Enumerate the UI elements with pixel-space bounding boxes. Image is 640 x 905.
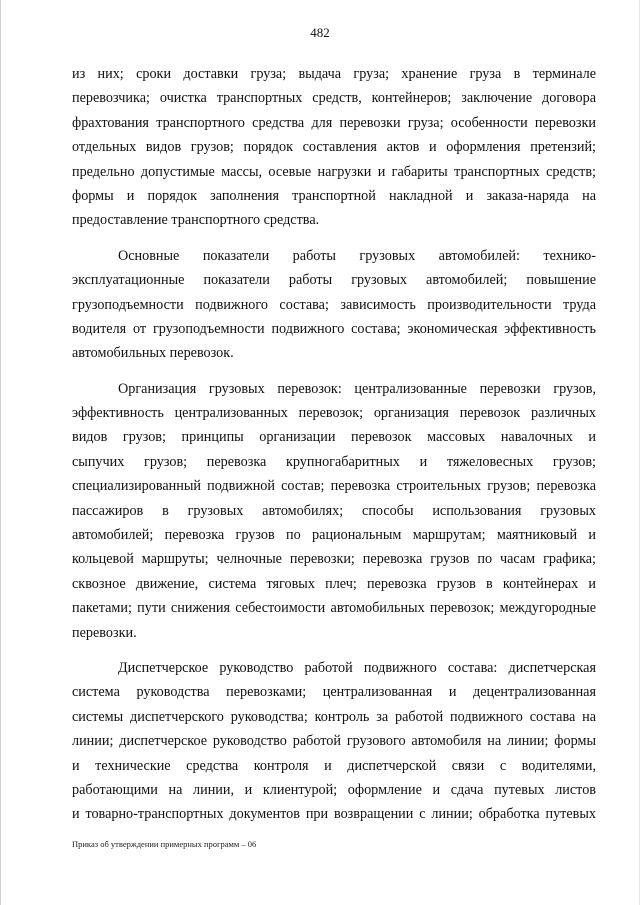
text-line: автомобильных перевозок. [72, 345, 234, 362]
text-line: эффективность централизованных перевозок; организация перевозок различных [72, 405, 596, 422]
text-line: эксплуатационные показатели работы грузовых автомобилей; повышение [72, 272, 596, 289]
text-line: кольцевой маршруты; челночные перевозки; перевозка грузов по часам графика; [72, 551, 596, 568]
text-line: автомобилей; перевозка грузов по рациональным маршрутам; маятниковый и [72, 527, 596, 544]
text-line: Основные показатели работы грузовых автомобилей: технико- [118, 247, 596, 264]
text-line: специализированный подвижной состав; перевозка строительных грузов; перевозка [72, 478, 596, 495]
text-line: фрахтования транспортного средства для перевозки груза; особенности перевозки [72, 114, 596, 131]
text-line: видов грузов; принципы организации перевозок массовых навалочных и [72, 429, 596, 446]
paragraph [72, 656, 596, 827]
text-line: формы и порядок заполнения транспортной накладной и заказа-наряда на [72, 187, 596, 204]
text-line: предельно допустимые массы, осевые нагрузки и габариты транспортных средств; [72, 163, 596, 180]
paragraph [72, 377, 596, 645]
paragraph [72, 244, 596, 366]
text-line: линии; диспетчерское руководство работой грузового автомобиля на линии; формы [72, 733, 596, 750]
text-line: перевозчика; очистка транспортных средств, контейнеров; заключение договора [72, 90, 596, 107]
text-line: системы диспетчерского руководства; контроль за работой подвижного состава на [72, 708, 596, 725]
text-line: система руководства перевозками; централизованная и децентрализованная [72, 684, 596, 701]
text-line: пакетами; пути снижения себестоимости автомобильных перевозок; междугородные [72, 600, 596, 617]
page-number: 482 [310, 25, 330, 40]
text-line: и технические средства контроля и диспетчерской связи с водителями, [72, 757, 596, 774]
document-body [72, 62, 596, 827]
text-line: Организация грузовых перевозок: централизованные перевозки грузов, [118, 380, 596, 397]
footer-note: Приказ об утверждении примерных программ – 06 [72, 839, 257, 849]
text-line: отдельных видов грузов; порядок составления актов и оформления претензий; [72, 139, 596, 156]
text-line: Диспетчерское руководство работой подвижного состава: диспетчерская [118, 659, 596, 676]
text-line: из них; сроки доставки груза; выдача груза; хранение груза в терминале [72, 66, 596, 82]
text-line: работающими на линии, и клиентурой; оформление и сдача путевых листов [72, 781, 596, 798]
text-line: и товарно-транспортных документов при возвращении с линии; обработка путевых [72, 806, 596, 823]
paragraph-gap [72, 233, 596, 244]
paragraph-gap [72, 645, 596, 656]
text-line: сыпучих грузов; перевозка крупногабаритных и тяжеловесных грузов; [72, 453, 596, 470]
text-line: предоставление транспортного средства. [72, 212, 320, 229]
text-line: грузоподъемности подвижного состава; зависимость производительности труда [72, 296, 596, 313]
paragraph [72, 62, 596, 233]
text-line: водителя от грузоподъемности подвижного состава; экономическая эффективность [72, 320, 596, 337]
text-line: сквозное движение, система тяговых плеч; перевозка грузов в контейнерах и [72, 575, 596, 592]
text-line: перевозки. [72, 624, 137, 641]
text-line: пассажиров в грузовых автомобилях; способы использования грузовых [72, 502, 596, 519]
paragraph-gap [72, 366, 596, 377]
